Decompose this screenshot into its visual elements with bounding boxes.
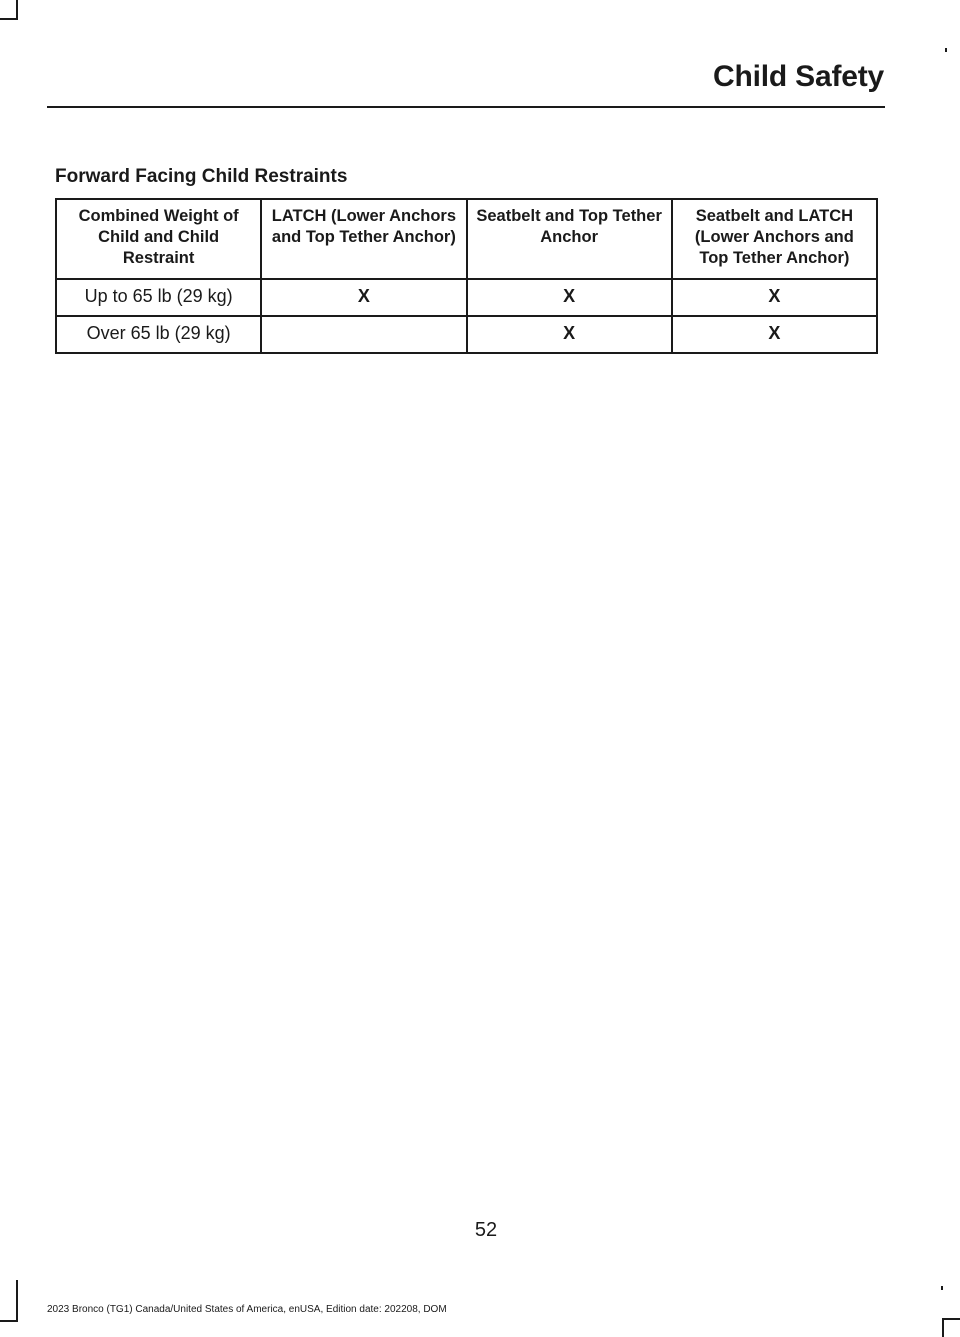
column-header-seatbelt-top-tether: Seatbelt and Top Tether Anchor [467, 199, 672, 279]
latch-cell: X [261, 279, 466, 316]
crop-mark-bottom-right-vertical [942, 1318, 944, 1337]
column-header-latch: LATCH (Lower Anchors and Top Tether Anchor) [261, 199, 466, 279]
page-title: Child Safety [713, 60, 884, 93]
forward-facing-restraints-table [55, 198, 878, 354]
section-heading: Forward Facing Child Restraints [55, 166, 348, 187]
table-header-row [56, 199, 877, 279]
latch-cell [261, 316, 466, 353]
crop-mark-bottom-right-dot [941, 1286, 943, 1290]
crop-mark-bottom-left-horizontal [0, 1320, 18, 1322]
seatbelt-and-latch-cell: X [672, 316, 877, 353]
seatbelt-top-tether-cell: X [467, 316, 672, 353]
weight-cell: Over 65 lb (29 kg) [56, 316, 261, 353]
seatbelt-top-tether-cell: X [467, 279, 672, 316]
crop-mark-top-left-vertical [16, 0, 18, 19]
weight-cell: Up to 65 lb (29 kg) [56, 279, 261, 316]
title-divider [47, 106, 885, 108]
crop-mark-top-right-dot [945, 48, 947, 52]
column-header-combined-weight: Combined Weight of Child and Child Restraint [56, 199, 261, 279]
crop-mark-top-left-horizontal [0, 18, 18, 20]
crop-mark-bottom-left-vertical [16, 1280, 18, 1322]
column-header-seatbelt-and-latch: Seatbelt and LATCH (Lower Anchors and Top Tether Anchor) [672, 199, 877, 279]
table-row [56, 316, 877, 353]
seatbelt-and-latch-cell: X [672, 279, 877, 316]
footer-edition-info: 2023 Bronco (TG1) Canada/United States of America, enUSA, Edition date: 202208, DOM [47, 1304, 447, 1315]
table-row [56, 279, 877, 316]
crop-mark-bottom-right-horizontal [942, 1318, 960, 1320]
page-number: 52 [474, 1219, 498, 1241]
